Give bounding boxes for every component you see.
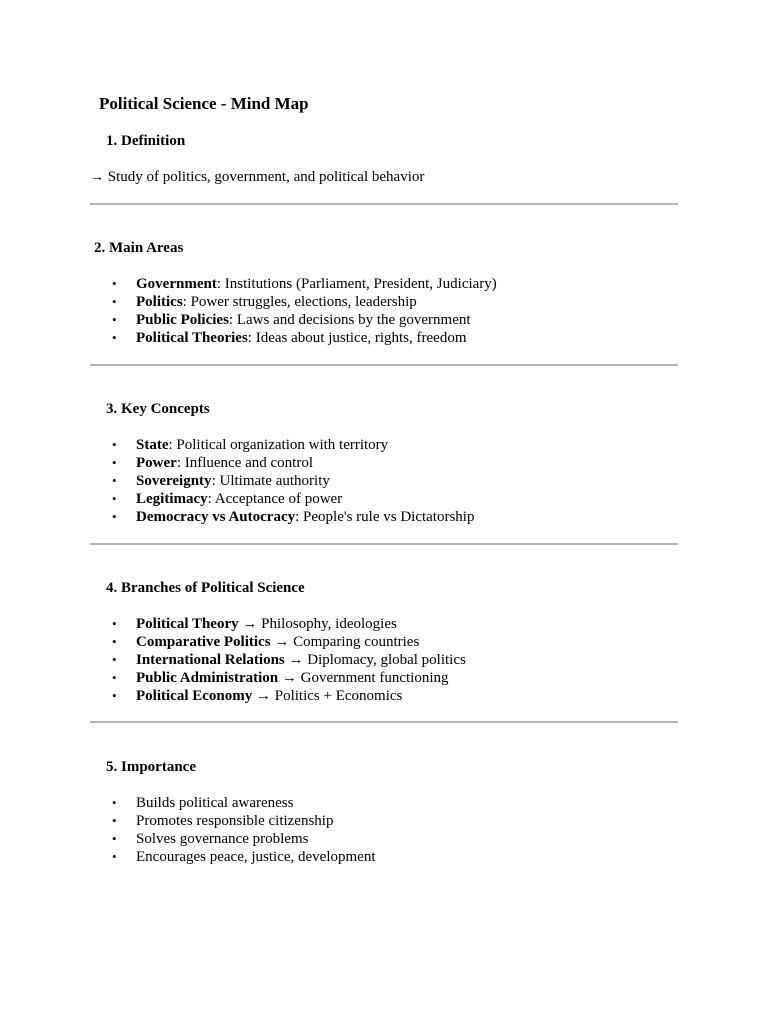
- bullet-icon: •: [112, 473, 117, 488]
- document-title: Political Science - Mind Map: [99, 94, 309, 113]
- item-separator: :: [211, 473, 220, 489]
- item-description: Philosophy, ideologies: [261, 616, 397, 632]
- item-term: Political Economy: [136, 688, 253, 704]
- item-separator: :: [247, 330, 256, 346]
- bullet-icon: •: [112, 330, 117, 345]
- item-separator: :: [216, 276, 225, 292]
- list-item: [110, 293, 497, 311]
- item-description: Laws and decisions by the government: [236, 312, 471, 328]
- section-divider: [90, 203, 678, 205]
- bullet-icon: •: [112, 616, 117, 631]
- item-description: Ultimate authority: [219, 473, 330, 489]
- item-separator: :: [176, 455, 185, 471]
- item-description: Encourages peace, justice, development: [136, 849, 376, 865]
- bullet-icon: •: [112, 455, 117, 470]
- item-description: Builds political awareness: [136, 795, 294, 811]
- list-item: [110, 794, 375, 812]
- list-item: [110, 436, 474, 454]
- arrow-icon: →: [90, 170, 104, 185]
- item-term: State: [136, 437, 169, 453]
- bullet-icon: •: [112, 294, 117, 309]
- list-item: [110, 329, 497, 347]
- item-term: Government: [136, 276, 217, 292]
- item-separator: →: [270, 634, 294, 650]
- section-divider: [90, 721, 678, 723]
- item-term: Sovereignty: [136, 473, 212, 489]
- list-item: [110, 508, 474, 526]
- list-item: [110, 472, 474, 490]
- item-term: Political Theory: [136, 616, 239, 632]
- importance-list: [110, 794, 375, 866]
- bullet-icon: •: [112, 849, 117, 864]
- section-heading-key-concepts: 3. Key Concepts: [106, 401, 210, 417]
- item-description: Diplomacy, global politics: [307, 652, 466, 668]
- item-description: Influence and control: [184, 455, 314, 471]
- definition-body: Study of politics, government, and political behavior: [107, 169, 425, 185]
- item-term: Power: [136, 455, 177, 471]
- list-item: [110, 812, 375, 830]
- bullet-icon: •: [112, 652, 117, 667]
- item-separator: →: [238, 616, 262, 632]
- item-term: Democracy vs Autocracy: [136, 509, 296, 525]
- list-item: [110, 687, 466, 705]
- bullet-icon: •: [112, 670, 117, 685]
- bullet-icon: •: [112, 437, 117, 452]
- item-description: Power struggles, elections, leadership: [190, 294, 417, 310]
- section-divider: [90, 364, 678, 366]
- item-description: Acceptance of power: [214, 491, 343, 507]
- item-separator: →: [278, 670, 301, 686]
- item-description: Ideas about justice, rights, freedom: [255, 330, 467, 346]
- item-term: Public Administration: [136, 670, 279, 686]
- item-term: Public Policies: [136, 312, 229, 328]
- item-description: Politics + Economics: [274, 688, 403, 704]
- item-term: International Relations: [136, 652, 285, 668]
- list-item: [110, 633, 466, 651]
- list-item: [110, 454, 474, 472]
- section-heading-branches: 4. Branches of Political Science: [106, 580, 305, 596]
- item-term: Political Theories: [136, 330, 248, 346]
- item-description: Comparing countries: [293, 634, 420, 650]
- item-term: Comparative Politics: [136, 634, 271, 650]
- item-separator: →: [252, 688, 275, 704]
- item-term: Politics: [136, 294, 183, 310]
- item-separator: :: [182, 294, 191, 310]
- main-areas-list: [110, 275, 497, 347]
- item-separator: :: [207, 491, 215, 507]
- list-item: [110, 311, 497, 329]
- item-separator: →: [284, 652, 308, 668]
- item-separator: :: [295, 509, 304, 525]
- bullet-icon: •: [112, 491, 117, 506]
- definition-text: [90, 167, 424, 188]
- item-description: Political organization with territory: [176, 437, 389, 453]
- list-item: [110, 615, 466, 633]
- item-term: Legitimacy: [136, 491, 208, 507]
- bullet-icon: •: [112, 795, 117, 810]
- list-item: [110, 830, 375, 848]
- section-heading-importance: 5. Importance: [106, 759, 196, 775]
- item-description: Government functioning: [300, 670, 449, 686]
- item-separator: :: [168, 437, 177, 453]
- bullet-icon: •: [112, 688, 117, 703]
- key-concepts-list: [110, 436, 474, 526]
- item-separator: :: [228, 312, 237, 328]
- section-divider: [90, 543, 678, 545]
- item-description: Promotes responsible citizenship: [136, 813, 334, 829]
- list-item: [110, 490, 474, 508]
- list-item: [110, 651, 466, 669]
- bullet-icon: •: [112, 634, 117, 649]
- bullet-icon: •: [112, 509, 117, 524]
- bullet-icon: •: [112, 813, 117, 828]
- item-description: Solves governance problems: [136, 831, 309, 847]
- section-heading-definition: 1. Definition: [106, 133, 186, 149]
- bullet-icon: •: [112, 276, 117, 291]
- list-item: [110, 669, 466, 687]
- item-description: Institutions (Parliament, President, Judiciary): [224, 276, 497, 292]
- bullet-icon: •: [112, 312, 117, 327]
- list-item: [110, 848, 375, 866]
- bullet-icon: •: [112, 831, 117, 846]
- list-item: [110, 275, 497, 293]
- section-heading-main-areas: 2. Main Areas: [94, 240, 184, 256]
- item-description: People's rule vs Dictatorship: [303, 509, 475, 525]
- branches-list: [110, 615, 466, 705]
